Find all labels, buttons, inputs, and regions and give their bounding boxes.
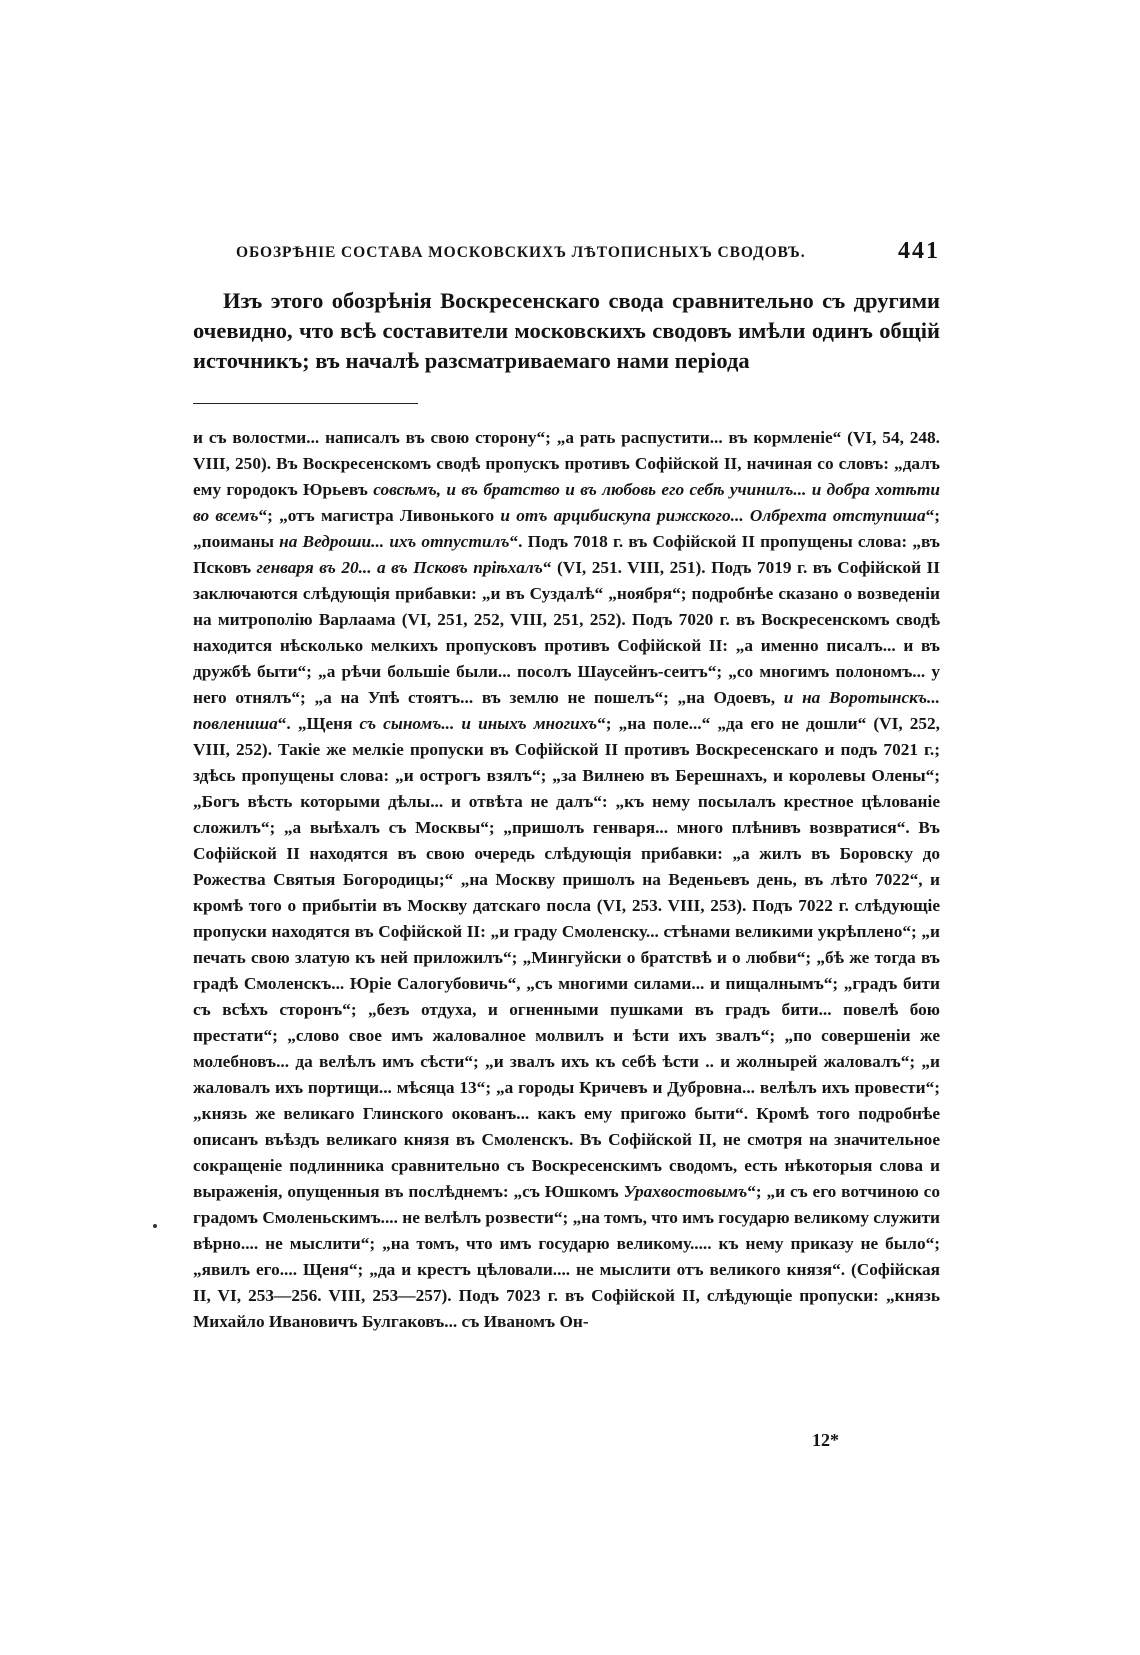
footnote-italic-run: Урахвостовымъ — [623, 1182, 748, 1201]
footnote-italic-run: генваря въ 20... а въ Псковъ пріѣхалъ — [256, 558, 543, 577]
main-paragraph: Изъ этого обозрѣнія Воскресенскаго свода сравнительно съ другими очевидно, что всѣ составители московскихъ сводовъ имѣли одинъ общій источникъ; въ началѣ разсматриваемаго нами періода — [193, 288, 940, 373]
footnote-run: “; „отъ магистра Ливонького — [258, 506, 501, 525]
footnote-italic-run: и отъ арцибискупа рижского... Олбрехта отступиша — [500, 506, 926, 525]
footnote-text — [193, 425, 940, 1335]
running-head — [236, 238, 940, 272]
signature-mark: 12* — [812, 1430, 839, 1450]
margin-mark — [153, 1224, 157, 1228]
footnote-run: и съ волостми... написалъ въ свою сторону“; „а рать распустити... въ кормленіе“ (VI, 54, 248. VIII, 250). Въ Воскресенскомъ сводѣ пропускъ противъ Софійской II, начиная со словъ: „далъ ему городокъ Юрьевъ — [193, 428, 940, 499]
footnote-italic-run: на Ведроши... ихъ отпустилъ — [279, 532, 510, 551]
footnote-run: “; „поиманы — [193, 506, 940, 551]
footnote-divider — [193, 403, 418, 404]
page-number: 441 — [898, 238, 940, 264]
footnote-run: “; „на поле...“ „да его не дошли“ (VI, 252, VIII, 252). Такіе же мелкіе пропуски въ Софійской II противъ Воскресенскаго и подъ 7021 г.; здѣсь пропущены слова: „и острогъ взялъ“; „за Вилнею въ Берешнахъ, и королевы Олены“; „Богъ вѣсть которыми дѣлы... и отвѣта не далъ“: „къ нему посылалъ крестное цѣлованіе сложилъ“; „а выѣхалъ съ Москвы“; „пришолъ генваря... много плѣнивъ возвратися“. Въ Софійской II находятся въ свою очередь слѣдующія прибавки: „а жилъ въ Боровску до Рожества Святыя Богородицы;“ „на Москву пришолъ на Веденьевъ день, въ лѣто 7022“, и кромѣ того о прибытіи въ Москву датскаго посла (VI, 253. VIII, 253). Подъ 7022 г. слѣдующіе пропуски находятся въ Софійской II: „и граду Смоленску... стѣнами великими укрѣплено“; „и печать свою златую къ ней приложилъ“; „Мингуйски о братствѣ и о любви“; „бѣ же тогда въ градѣ Смоленскъ... Юріе Салогубовичь“, „съ многими силами... и пищалнымъ“; „градъ бити съ всѣхъ сторонъ“; „безъ отдуха, и огненными пушками въ градъ бити... повелѣ бою престати“; „слово свое имъ жаловалное молвилъ и ѣсти ихъ звалъ“; „по совершеніи же молебновъ... да велѣлъ имъ сѣсти“; „и звалъ ихъ къ себѣ ѣсти .. и жолнырей жаловалъ“; „и жаловалъ ихъ портищи... мѣсяца 13“; „а городы Кричевъ и Дубровна... велѣлъ ихъ провести“; „князь же великаго Глинского окованъ... какъ ему пригожо быти“. Кромѣ того подробнѣе описанъ въѣздъ великаго князя въ Смоленскъ. Въ Софійской II, не смотря на значительное сокращеніе подлинника сравнительно съ Воскресенскимъ сводомъ, есть нѣкоторыя слова и выраженія, опущенныя въ послѣднемъ: „съ Юшкомъ — [193, 714, 940, 1201]
running-title: ОБОЗРѢНІЕ СОСТАВА МОСКОВСКИХЪ ЛѢТОПИСНЫХЪ СВОДОВЪ. — [236, 244, 806, 261]
footnote-italic-run: совсѣмъ, и въ братство и въ любовь его себѣ учинилъ... и добра хотѣти во всемъ — [193, 480, 940, 525]
footnote-italic-run: и на Воротынскъ... повлениша — [193, 688, 940, 733]
footnote-run: “. „Щеня — [277, 714, 360, 733]
footnote-run: “. Подъ 7018 г. въ Софійской II пропущены слова: „въ Псковъ — [193, 532, 940, 577]
footnote-italic-run: съ сыномъ... и иныхъ многихъ — [359, 714, 598, 733]
footnote-run: “; „и съ его вотчиною со градомъ Смоленьскимъ.... не велѣлъ розвести“; „на томъ, что имъ государю великому служити вѣрно.... не мыслити“; „на томъ, что имъ государю великому..... къ нему приказу не было“; „явилъ его.... Щеня“; „да и крестъ цѣловали.... не мыслити отъ великого князя“. (Софійская II, VI, 253—256. VIII, 253—257). Подъ 7023 г. въ Софійской II, слѣдующіе пропуски: „князь Михайло Ивановичъ Булгаковъ... съ Иваномъ Он- — [193, 1182, 941, 1331]
footnote-run: “ (VI, 251. VIII, 251). Подъ 7019 г. въ Софійской II заключаются слѣдующія прибавки: „и въ Суздалѣ“ „ноября“; подробнѣе сказано о возведеніи на митрополію Варлаама (VI, 251, 252, VIII, 251, 252). Подъ 7020 г. въ Воскресенскомъ сводѣ находится нѣсколько мелкихъ пропусковъ противъ Софійской II: „а именно писалъ... и въ дружбѣ быти“; „а рѣчи большіе были... посолъ Шаусейнъ-сеитъ“; „со многимъ полономъ... у него отнялъ“; „а на Упѣ стоятъ... въ землю не пошелъ“; „на Одоевъ, — [193, 558, 941, 707]
